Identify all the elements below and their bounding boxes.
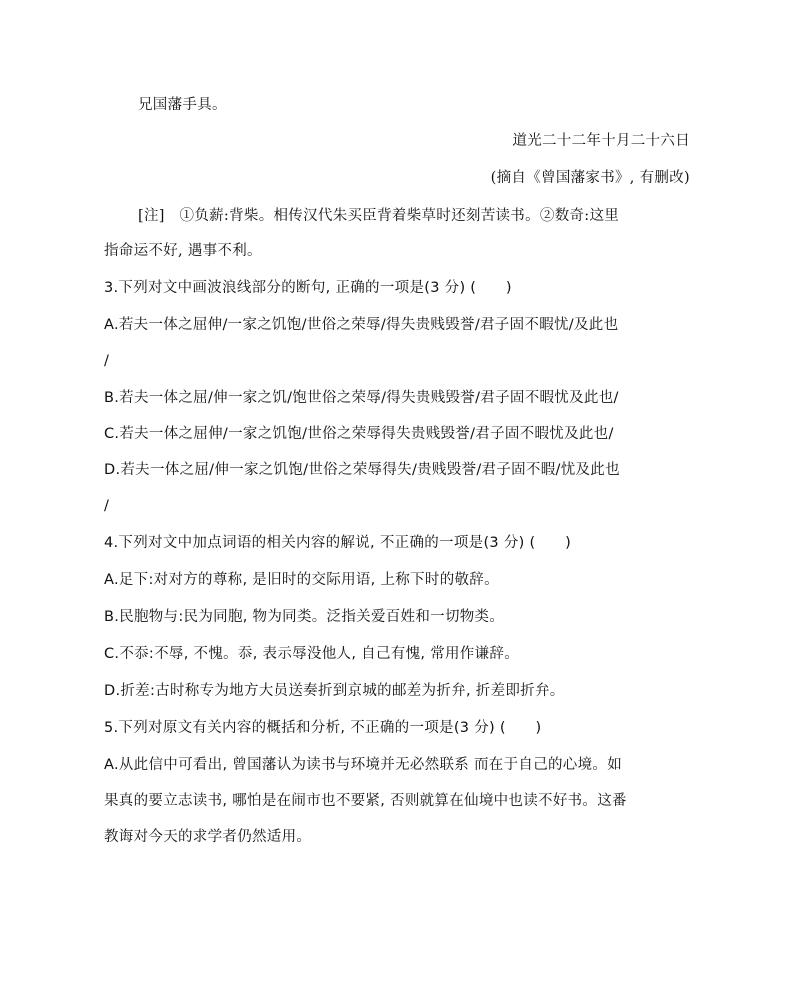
question-4-option-d: D.折差:古时称专为地方大员送奏折到京城的邮差为折弁, 折差即折弁。 (104, 683, 565, 699)
question-4-option-a: A.足下:对对方的尊称, 是旧时的交际用语, 上称下时的敬辞。 (104, 572, 499, 588)
notes-line-1: [注] ①负薪:背柴。相传汉代朱买臣背着柴草时还刻苦读书。②数奇:这里 (138, 208, 620, 224)
question-4-stem: 4.下列对文中加点词语的相关内容的解说, 不正确的一项是(3 分) ( ) (104, 535, 572, 551)
question-3-stem: 3.下列对文中画波浪线部分的断句, 正确的一项是(3 分) ( ) (104, 280, 512, 296)
question-3-option-a: A.若夫一体之屈伸/一家之饥饱/世俗之荣辱/得失贵贱毁誉/君子固不暇忧/及此也 (104, 317, 619, 333)
question-4-option-c: C.不忝:不辱, 不愧。忝, 表示辱没他人, 自己有愧, 常用作谦辞。 (104, 646, 519, 662)
question-3-option-a-cont: / (104, 353, 110, 369)
question-3-option-b: B.若夫一体之屈/伸一家之饥/饱世俗之荣辱/得失贵贱毁誉/君子固不暇忧及此也/ (104, 390, 619, 406)
notes-line-2: 指命运不好, 遇事不利。 (104, 243, 262, 259)
question-4-option-b: B.民胞物与:民为同胞, 物为同类。泛指关爱百姓和一切物类。 (104, 609, 505, 625)
question-5-option-a-cont-2: 教诲对今天的求学者仍然适用。 (104, 829, 312, 845)
question-5-option-a: A.从此信中可看出, 曾国藩认为读书与环境并无必然联系 而在于自己的心境。如 (104, 757, 622, 773)
question-3-option-d: D.若夫一体之屈/伸一家之饥饱/世俗之荣辱得失/贵贱毁誉/君子固不暇/忧及此也 (104, 462, 620, 478)
source-citation: (摘自《曾国藩家书》, 有删改) (490, 170, 690, 186)
question-3-option-c: C.若夫一体之屈伸/一家之饥饱/世俗之荣辱得失贵贱毁誉/君子固不暇忧及此也/ (104, 426, 614, 442)
letter-closing: 兄国藩手具。 (138, 97, 227, 113)
question-5-option-a-cont-1: 果真的要立志读书, 哪怕是在闹市也不要紧, 否则就算在仙境中也读不好书。这番 (104, 793, 627, 809)
question-5-stem: 5.下列对原文有关内容的概括和分析, 不正确的一项是(3 分) ( ) (104, 720, 542, 736)
question-3-option-d-cont: / (104, 498, 110, 514)
letter-date: 道光二十二年十月二十六日 (512, 133, 690, 149)
